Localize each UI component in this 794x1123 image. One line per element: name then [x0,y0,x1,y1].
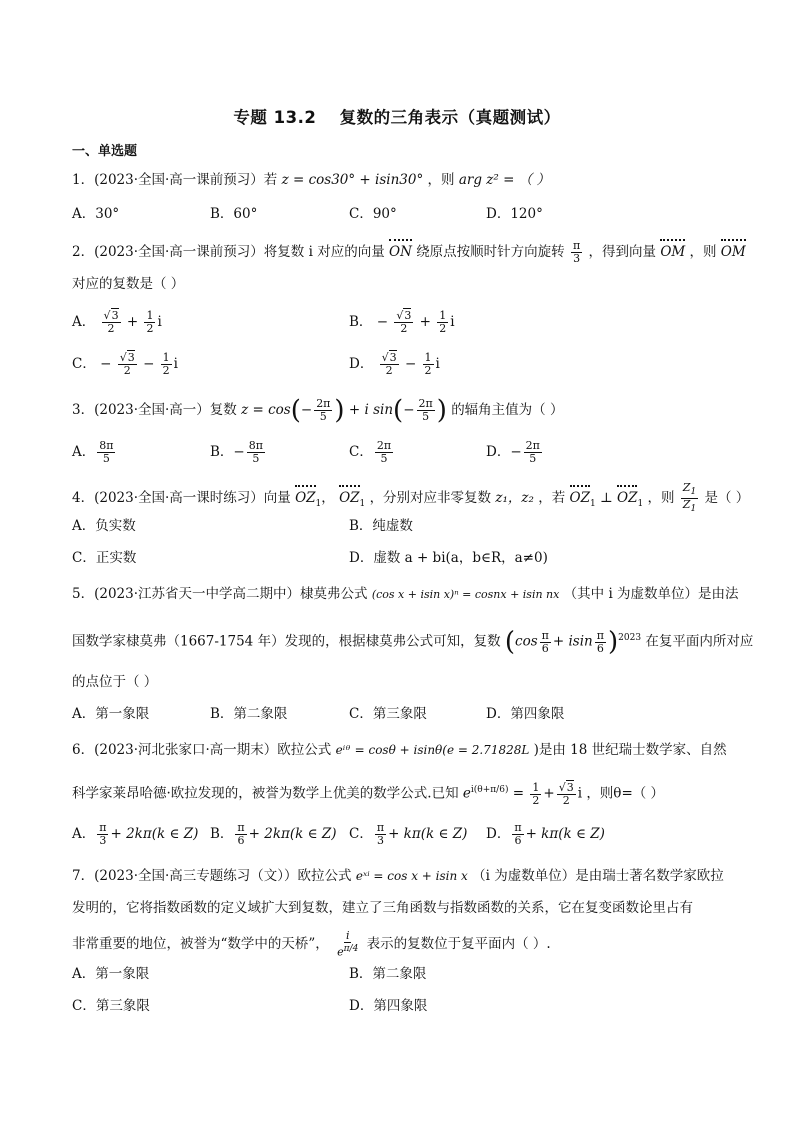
q7-option-b: B．第二象限 [349,966,427,982]
q4-option-d: D．虚数 a + bi(a，b∈R，a≠0) [349,550,548,566]
q2-d-frac-1: $\frac{√3}{2}$ [381,351,397,377]
q2-a-frac-2: $\frac{1}{2}$ [146,309,154,335]
q3-text-b: 的辐角主值为（ ） [451,402,564,418]
q2-option-a-label: A． [72,314,96,330]
q2-option-c: C． − $\frac{√3}{2}$ − $\frac{1}{2}$ i [72,351,178,377]
q2-d-frac-2: $\frac{1}{2}$ [424,351,432,377]
question-5-line-3: 的点位于（ ） [72,674,158,690]
q2-option-d: D． $\frac{√3}{2}$ − $\frac{1}{2}$ i [349,351,440,377]
question-2-stem [72,240,746,265]
question-5-line-2: 国数学家棣莫弗（1667-1754 年）发现的，根据棣莫弗公式可知，复数 (cos $\frac{\pi}{6}$ + isin $\frac{\pi}{6}$ )$^{2023}$ 在复平面内所对应 [72,627,754,657]
q1-formula: z = cos30° + isin30° [281,172,424,188]
q6-option-a: A． $\frac{\pi}{3}$ + 2kπ(k ∈ Z) [72,821,199,847]
question-1-stem [72,170,550,190]
question-4-stem: 4．(2023·全国·高一课时练习）向量 $OZ_1$， $OZ_1$ ，分别对应非零复数 z₁，z₂ ，若 $OZ_1$ ⊥ $OZ_1$ ，则 $\frac{Z_1}{Z_1}$ 是（ ） [72,481,750,515]
q2-vector-om-2: OM [720,244,746,260]
q1-text-b: ，则 [427,172,455,188]
question-7-line-2: 发明的，它将指数函数的定义域扩大到复数，建立了三角函数与指数函数的关系，它在复变函数论里占有 [72,900,693,916]
q5-option-a: A．第一象限 [72,706,150,722]
q2-a-frac-1: $\frac{√3}{2}$ [103,309,119,335]
q6-option-c: C． $\frac{\pi}{3}$ + kπ(k ∈ Z) [349,821,468,847]
q2-vector-om: OM [660,244,686,260]
q3-text-a: 3．(2023·全国·高一）复数 [72,402,237,418]
question-7-line-1: 7．(2023·全国·高三专题练习（文））欧拉公式 eˣⁱ = cos x + isin x （i 为虚数单位）是由瑞士著名数学家欧拉 [72,868,724,884]
q2-text-b: 绕原点按顺时针方向旋转 [416,244,565,260]
q3-option-b: B．− $\frac{8\pi}{5}$ [210,439,263,465]
section-heading: 一、单选题 [72,144,138,159]
q4-text-b: ，分别对应非零复数 [369,490,492,507]
q4-vector-1: OZ [295,490,316,507]
q6-option-d: D． $\frac{\pi}{6}$ + kπ(k ∈ Z) [486,821,605,847]
q4-ratio-fraction: $\frac{Z_1}{Z_1}$ [682,481,697,515]
q2-c-frac-2: $\frac{1}{2}$ [162,351,170,377]
q3-option-c: C． $\frac{2\pi}{5}$ [349,439,392,465]
q2-frac-den: 3 [573,252,581,265]
q2-b-frac-1: $\frac{√3}{2}$ [396,309,412,335]
q6-formula: eⁱᶿ = cosθ + isinθ(e = 2.71828L [335,743,530,757]
q1-text-a: 1．(2023·全国·高一课前预习）若 [72,172,278,188]
q4-z-values: z₁，z₂ [495,490,534,507]
q2-text-e: 对应的复数是（ ） [72,276,185,292]
question-7-line-3: 非常重要的地位，被誉为“数学中的天桥”， $\frac{i}{e^{\pi/4}}$ 表示的复数位于复平面内（ ）. [72,929,551,959]
q2-option-b: B． − $\frac{√3}{2}$ + $\frac{1}{2}$ i [349,309,455,335]
q2-c-frac-1: $\frac{√3}{2}$ [119,351,135,377]
q3-option-a: A． $\frac{8\pi}{5}$ [72,439,114,465]
q4-vector-2: OZ [339,490,360,507]
q3-frac-2: $\frac{2\pi}{5}$ [418,397,433,423]
q5-option-c: C．第三象限 [349,706,427,722]
q7-option-a: A．第一象限 [72,966,150,982]
q1-option-b: B．60° [210,206,258,222]
q2-option-c-label: C． [72,356,96,372]
page-title: 专题 13.2 复数的三角表示（真题测试） [233,108,561,127]
q3-formula-cos: z = cos [241,402,291,418]
q2-option-d-label: D． [349,356,374,372]
q7-option-c: C．第三象限 [72,998,150,1014]
q2-text-a: 2．(2023·全国·高一课前预习）将复数 i 对应的向量 [72,244,385,260]
q2-text-c: ，得到向量 [588,244,657,260]
q1-option-d: D．120° [486,206,543,222]
q6-option-b: B． $\frac{\pi}{6}$ + 2kπ(k ∈ Z) [210,821,337,847]
q2-angle-fraction [571,240,582,265]
q2-option-a: A． $\frac{√3}{2}$ + $\frac{1}{2}$ i [72,309,162,335]
q4-text-c: ，若 [538,490,566,507]
q4-option-c: C．正实数 [72,550,137,566]
q4-text-e: 是（ ） [704,490,750,507]
q3-frac-1: $\frac{2\pi}{5}$ [316,397,331,423]
question-6-line-2: 科学家莱昂哈德·欧拉发现的，被誉为数学上优美的数学公式.已知 $e^{i(\theta+\pi/6)}$ = $\frac{1}{2}$ + $\frac{√3}{2}$ i ，则θ=（ ） [72,780,665,807]
q2-b-frac-2: $\frac{1}{2}$ [439,309,447,335]
q3-option-d: D．− $\frac{2\pi}{5}$ [486,439,540,465]
q2-vector-on: ON [389,244,412,260]
q3-formula-sin: + i sin [348,402,394,418]
q5-formula: (cos x + isin x)ⁿ = cosnx + isin nx [371,588,560,601]
question-3-stem: 3．(2023·全国·高一）复数 z = cos(− $\frac{2\pi}{5}$ ) + i sin(− $\frac{2\pi}{5}$ ) 的辐角主值为（ ） [72,395,564,426]
q7-fraction: $\frac{i}{e^{\pi/4}}$ [337,929,359,959]
q1-option-c: C．90° [349,206,397,222]
q5-option-b: B．第二象限 [210,706,288,722]
q1-option-a: A．30° [72,206,120,222]
q5-option-d: D．第四象限 [486,706,565,722]
q1-formula-2: arg z² = （ ） [458,172,550,188]
q4-text-a: 4．(2023·全国·高一课时练习）向量 [72,490,291,507]
q7-formula: eˣⁱ = cos x + isin x [355,869,468,883]
q4-option-b: B．纯虚数 [349,518,413,534]
q2-frac-num: π [572,239,581,252]
q7-option-d: D．第四象限 [349,998,428,1014]
question-6-line-1: 6．(2023·河北张家口·高一期末）欧拉公式 eⁱᶿ = cosθ + isinθ(e = 2.71828L )是由 18 世纪瑞士数学家、自然 [72,742,727,758]
q4-text-d: ，则 [647,490,675,507]
q2-text-d: ，则 [689,244,717,260]
question-5-line-1: 5．(2023·江苏省天一中学高二期中）棣莫弗公式 (cos x + isin x)ⁿ = cosnx + isin nx （其中 i 为虚数单位）是由法 [72,586,739,602]
q2-option-b-label: B． [349,314,373,330]
q4-option-a: A．负实数 [72,518,136,534]
q5-exponent: 2023 [618,633,642,643]
